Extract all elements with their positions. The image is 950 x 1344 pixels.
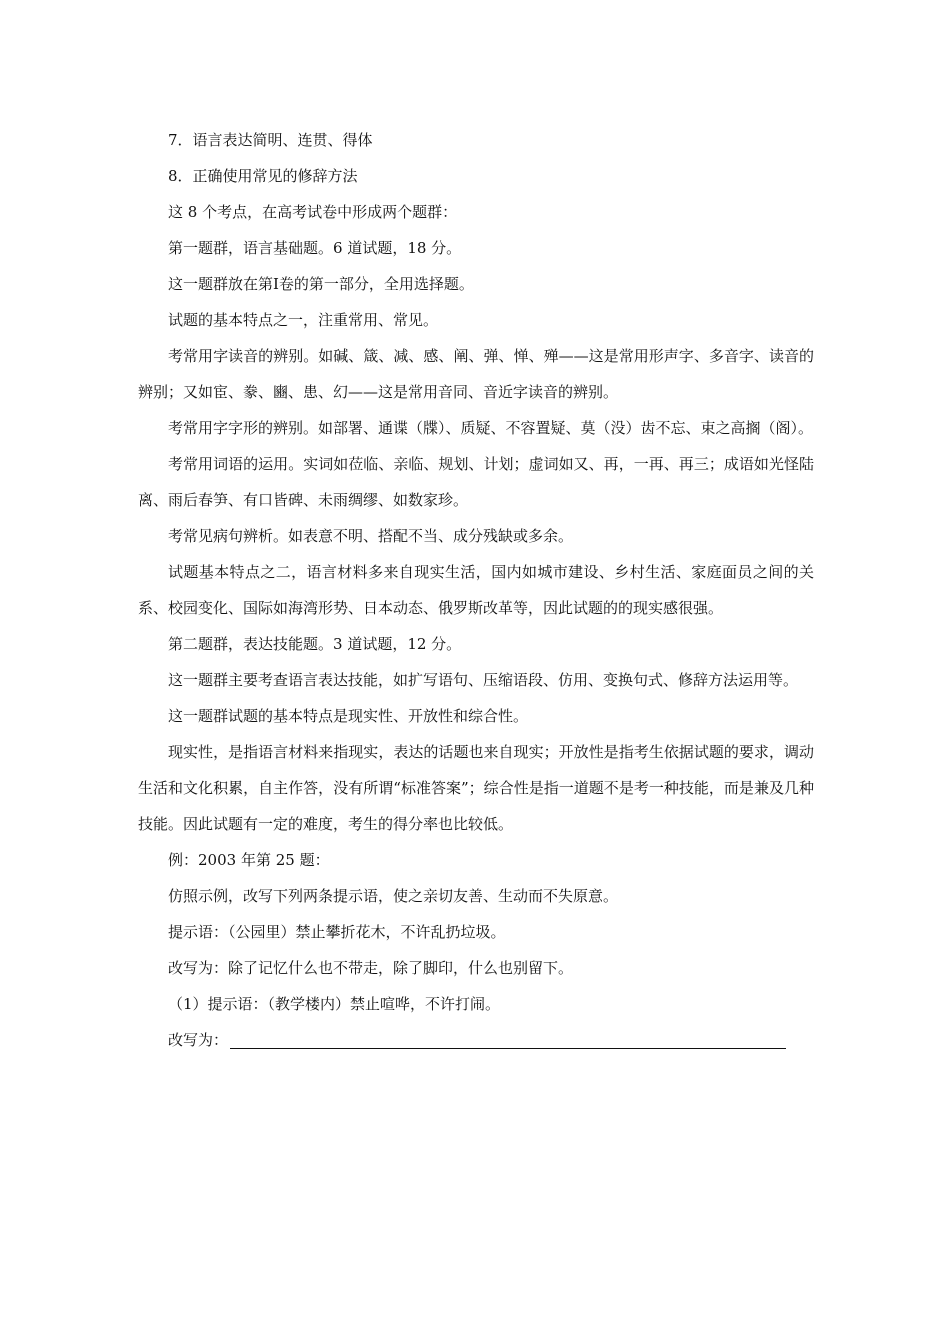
- paragraph: 仿照示例，改写下列两条提示语，使之亲切友善、生动而不失原意。: [168, 887, 619, 905]
- paragraph: 试题的基本特点之一，注重常用、常见。: [168, 311, 439, 329]
- paragraph: 例：2003 年第 25 题：: [168, 851, 330, 869]
- paragraph: 第一题群，语言基础题。6 道试题，18 分。: [168, 239, 462, 257]
- paragraph: 第二题群，表达技能题。3 道试题，12 分。: [168, 635, 462, 653]
- paragraph: 考常用词语的运用。实词如莅临、亲临、规划、计划；虚词如又、再，一再、再三；成语如光怪陆离、雨后春笋、有口皆碑、未雨绸缪、如数家珍。: [138, 455, 814, 509]
- answer-prompt-label: 改写为：: [168, 1031, 229, 1049]
- paragraph: 7．语言表达简明、连贯、得体: [168, 131, 373, 149]
- paragraph: （1）提示语：（教学楼内）禁止喧哗，不许打闹。: [168, 995, 501, 1013]
- paragraph: 考常用字读音的辨别。如碱、箴、减、感、阐、弹、惮、殚——这是常用形声字、多音字、读音的辨别；又如宦、豢、豳、患、幻——这是常用音同、音近字读音的辨别。: [138, 347, 814, 401]
- answer-line-paragraph: [138, 1022, 814, 1058]
- paragraph: 提示语：（公园里）禁止攀折花木，不许乱扔垃圾。: [168, 923, 506, 941]
- paragraph: 改写为：除了记忆什么也不带走，除了脚印，什么也别留下。: [168, 959, 574, 977]
- paragraph: 8．正确使用常见的修辞方法: [168, 167, 358, 185]
- paragraph: 这一题群主要考查语言表达技能，如扩写语句、压缩语段、仿用、变换句式、修辞方法运用等。: [168, 671, 799, 689]
- paragraph: 考常用字字形的辨别。如部署、通谍（牒）、质疑、不容置疑、莫（没）齿不忘、束之高搁（阁）。: [168, 419, 814, 437]
- paragraph: 这一题群放在第Ⅰ卷的第一部分，全用选择题。: [168, 275, 474, 293]
- paragraph: 这 8 个考点，在高考试卷中形成两个题群：: [168, 203, 458, 221]
- paragraph: 考常见病句辨析。如表意不明、搭配不当、成分残缺或多余。: [168, 527, 574, 545]
- paragraph: 现实性，是指语言材料来指现实，表达的话题也来自现实；开放性是指考生依据试题的要求，调动生活和文化积累，自主作答，没有所谓“标准答案”；综合性是指一道题不是考一种技能，而是兼及几种技能。因此试题有一定的难度，考生的得分率也比较低。: [138, 743, 814, 833]
- answer-blank-line[interactable]: [230, 1030, 786, 1049]
- paragraph: 这一题群试题的基本特点是现实性、开放性和综合性。: [168, 707, 529, 725]
- paragraph: 试题基本特点之二，语言材料多来自现实生活，国内如城市建设、乡村生活、家庭面员之间的关系、校园变化、国际如海湾形势、日本动态、俄罗斯改革等，因此试题的的现实感很强。: [138, 563, 814, 617]
- document-page: [138, 122, 814, 1058]
